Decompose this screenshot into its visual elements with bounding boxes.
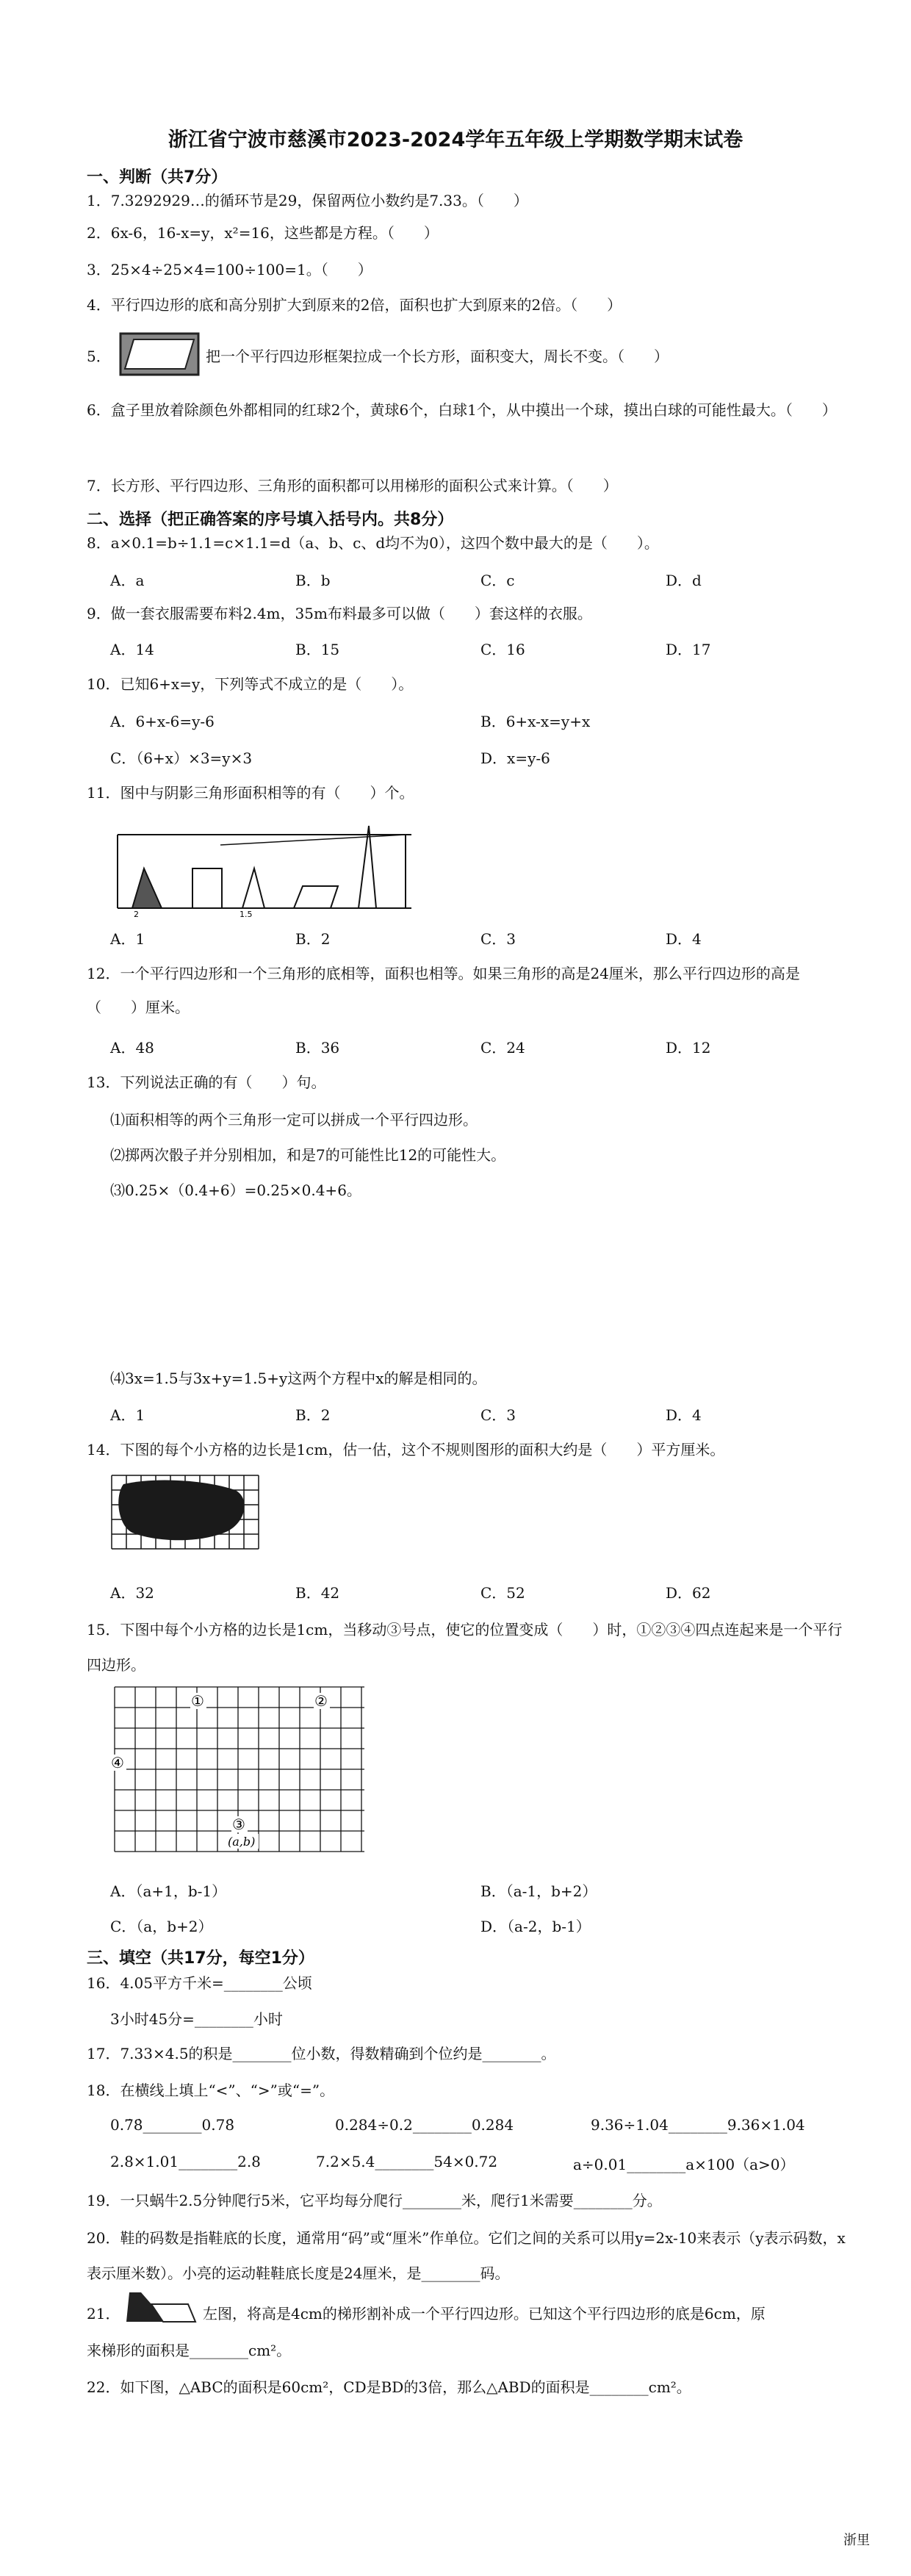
q13-statement-4: ⑷3x=1.5与3x+y=1.5+y这两个方程中x的解是相同的。	[110, 1370, 487, 1387]
q13-option-b[interactable]: B．2	[295, 1406, 331, 1424]
q8-option-b[interactable]: B．b	[295, 572, 331, 589]
q15-option-b[interactable]: B．（a-1，b+2）	[480, 1882, 597, 1900]
q14-option-a[interactable]: A．32	[110, 1584, 154, 1602]
q15-option-c[interactable]: C．（a，b+2）	[110, 1918, 213, 1935]
point-4-label: ④	[111, 1754, 124, 1771]
q10-option-a[interactable]: A．6+x-6=y-6	[110, 713, 215, 730]
page-footer: 浙里	[843, 2533, 870, 2548]
q10-option-b[interactable]: B．6+x-x=y+x	[480, 713, 591, 730]
question-4: 4．平行四边形的底和高分别扩大到原来的2倍，面积也扩大到原来的2倍。（ ）	[87, 296, 622, 314]
q13-statement-3: ⑶0.25×（0.4+6）=0.25×0.4+6。	[110, 1181, 361, 1199]
q8-option-a[interactable]: A．a	[110, 572, 145, 589]
q18-item-4: 2.8×1.01________2.8	[110, 2153, 261, 2170]
q11-option-c[interactable]: C．3	[480, 930, 516, 948]
question-12: 12．一个平行四边形和一个三角形的底相等，面积也相等。如果三角形的高是24厘米，那么平行四边形的高是（ ）厘米。	[87, 965, 800, 1016]
q13-statement-2: ⑵掷两次骰子并分别相加，和是7的可能性比12的可能性大。	[110, 1146, 506, 1164]
q9-option-b[interactable]: B．15	[295, 641, 340, 658]
q10-option-c[interactable]: C．（6+x）×3=y×3	[110, 749, 253, 767]
q18-item-1: 0.7̇8̇________0.78̇	[110, 2116, 235, 2134]
question-3: 3．25×4÷25×4=100÷100=1。（ ）	[87, 261, 372, 278]
question-6: 6．盒子里放着除颜色外都相同的红球2个，黄球6个，白球1个，从中摸出一个球，摸出白球的可能性最大。（ ）	[87, 401, 837, 419]
q14-option-d[interactable]: D．62	[666, 1584, 711, 1602]
q18-item-2: 0.284÷0.2________0.284	[335, 2116, 514, 2134]
question-21-line-2: 来梯形的面积是________cm²。	[87, 2342, 292, 2359]
irregular-shape-grid-figure	[110, 1474, 266, 1550]
q12-option-b[interactable]: B．36	[295, 1039, 340, 1057]
q15-option-d[interactable]: D．（a-2，b-1）	[480, 1918, 591, 1935]
q9-option-a[interactable]: A．14	[110, 641, 154, 658]
question-5-text: 把一个平行四边形框架拉成一个长方形，面积变大，周长不变。（ ）	[206, 348, 669, 365]
page-title: 浙江省宁波市慈溪市2023-2024学年五年级上学期数学期末试卷	[168, 129, 743, 151]
q11-option-d[interactable]: D．4	[666, 930, 702, 948]
question-5-number: 5．	[87, 348, 111, 365]
question-21-line-1: 左图，将高是4cm的梯形割补成一个平行四边形。已知这个平行四边形的底是6cm，原	[203, 2305, 766, 2323]
question-2: 2．6x-6，16-x=y，x²=16，这些都是方程。（ ）	[87, 224, 439, 242]
parallelogram-frame-figure	[118, 331, 203, 379]
q13-option-d[interactable]: D．4	[666, 1406, 702, 1424]
question-16-a: 16．4.05平方千米=________公顷	[87, 1974, 312, 1992]
question-15: 15．下图中每个小方格的边长是1cm，当移动③号点，使它的位置变成（ ）时，①②③④四点连起来是一个平行四边形。	[87, 1621, 843, 1674]
q13-option-c[interactable]: C．3	[480, 1406, 516, 1424]
trapezoid-figure	[122, 2289, 201, 2326]
question-21-number: 21．	[87, 2305, 120, 2323]
coordinate-grid-figure	[110, 1683, 369, 1857]
question-9: 9．做一套衣服需要布料2.4m，35m布料最多可以做（ ）套这样的衣服。	[87, 605, 592, 622]
q8-option-d[interactable]: D．d	[666, 572, 702, 589]
q9-option-d[interactable]: D．17	[666, 641, 711, 658]
question-22: 22．如下图，△ABC的面积是60cm²，CD是BD的3倍，那么△ABD的面积是________cm²。	[87, 2378, 691, 2396]
q18-item-3: 9.36÷1.04________9.36×1.04	[591, 2116, 805, 2134]
q12-option-d[interactable]: D．12	[666, 1039, 711, 1057]
q15-option-a[interactable]: A．（a+1，b-1）	[110, 1882, 227, 1900]
question-19: 19．一只蜗牛2.5分钟爬行5米，它平均每分爬行________米，爬行1米需要________分。	[87, 2192, 662, 2209]
section-3-heading: 三、填空（共17分，每空1分）	[87, 1949, 314, 1968]
q11-option-a[interactable]: A．1	[110, 930, 145, 948]
question-7: 7．长方形、平行四边形、三角形的面积都可以用梯形的面积公式来计算。（ ）	[87, 477, 618, 494]
question-13: 13．下列说法正确的有（ ）句。	[87, 1073, 326, 1091]
q14-option-b[interactable]: B．42	[295, 1584, 340, 1602]
q11-option-b[interactable]: B．2	[295, 930, 331, 948]
q18-item-6: a÷0.01________a×100（a>0）	[573, 2156, 795, 2173]
q9-option-c[interactable]: C．16	[480, 641, 525, 658]
question-18: 18．在横线上填上“<”、“>”或“=”。	[87, 2082, 335, 2099]
question-10: 10．已知6+x=y，下列等式不成立的是（ ）。	[87, 675, 414, 693]
question-8: 8．a×0.1=b÷1.1=c×1.1=d（a、b、c、d均不为0），这四个数中最大的是（ ）。	[87, 534, 659, 552]
question-20: 20．鞋的码数是指鞋底的长度，通常用“码”或“厘米”作单位。它们之间的关系可以用y=2x-10来表示（y表示码数，x表示厘米数）。小亮的运动鞋鞋底长度是24厘米，是________码。	[87, 2229, 846, 2282]
triangles-figure	[110, 816, 419, 918]
q12-option-c[interactable]: C．24	[480, 1039, 525, 1057]
point-3-label: ③	[232, 1816, 245, 1833]
question-11: 11．图中与阴影三角形面积相等的有（ ）个。	[87, 784, 414, 802]
q8-option-c[interactable]: C．c	[480, 572, 515, 589]
q13-statement-1: ⑴面积相等的两个三角形一定可以拼成一个平行四边形。	[110, 1111, 478, 1129]
q13-option-a[interactable]: A．1	[110, 1406, 145, 1424]
question-16-b: 3小时45分=________小时	[110, 2010, 283, 2028]
point-1-label: ①	[191, 1692, 204, 1710]
q10-option-d[interactable]: D．x=y-6	[480, 749, 550, 767]
q12-option-a[interactable]: A．48	[110, 1039, 154, 1057]
question-1: 1．7.3292929…的循环节是29，保留两位小数约是7.33。（ ）	[87, 192, 528, 209]
svg-text:2: 2	[134, 910, 139, 918]
q18-item-5: 7.2×5.4________54×0.72	[316, 2153, 498, 2170]
section-2-heading: 二、选择（把正确答案的序号填入括号内。共8分）	[87, 511, 454, 529]
section-1-heading: 一、判断（共7分）	[87, 168, 228, 187]
question-17: 17．7.33×4.5的积是________位小数，得数精确到个位约是________。	[87, 2045, 556, 2062]
question-14: 14．下图的每个小方格的边长是1cm，估一估，这个不规则图形的面积大约是（ ）平方厘米。	[87, 1441, 725, 1458]
point-2-label: ②	[314, 1692, 328, 1710]
q14-option-c[interactable]: C．52	[480, 1584, 525, 1602]
point-3-coordinates: (a,b)	[228, 1835, 256, 1849]
svg-text:1.5: 1.5	[240, 910, 253, 918]
